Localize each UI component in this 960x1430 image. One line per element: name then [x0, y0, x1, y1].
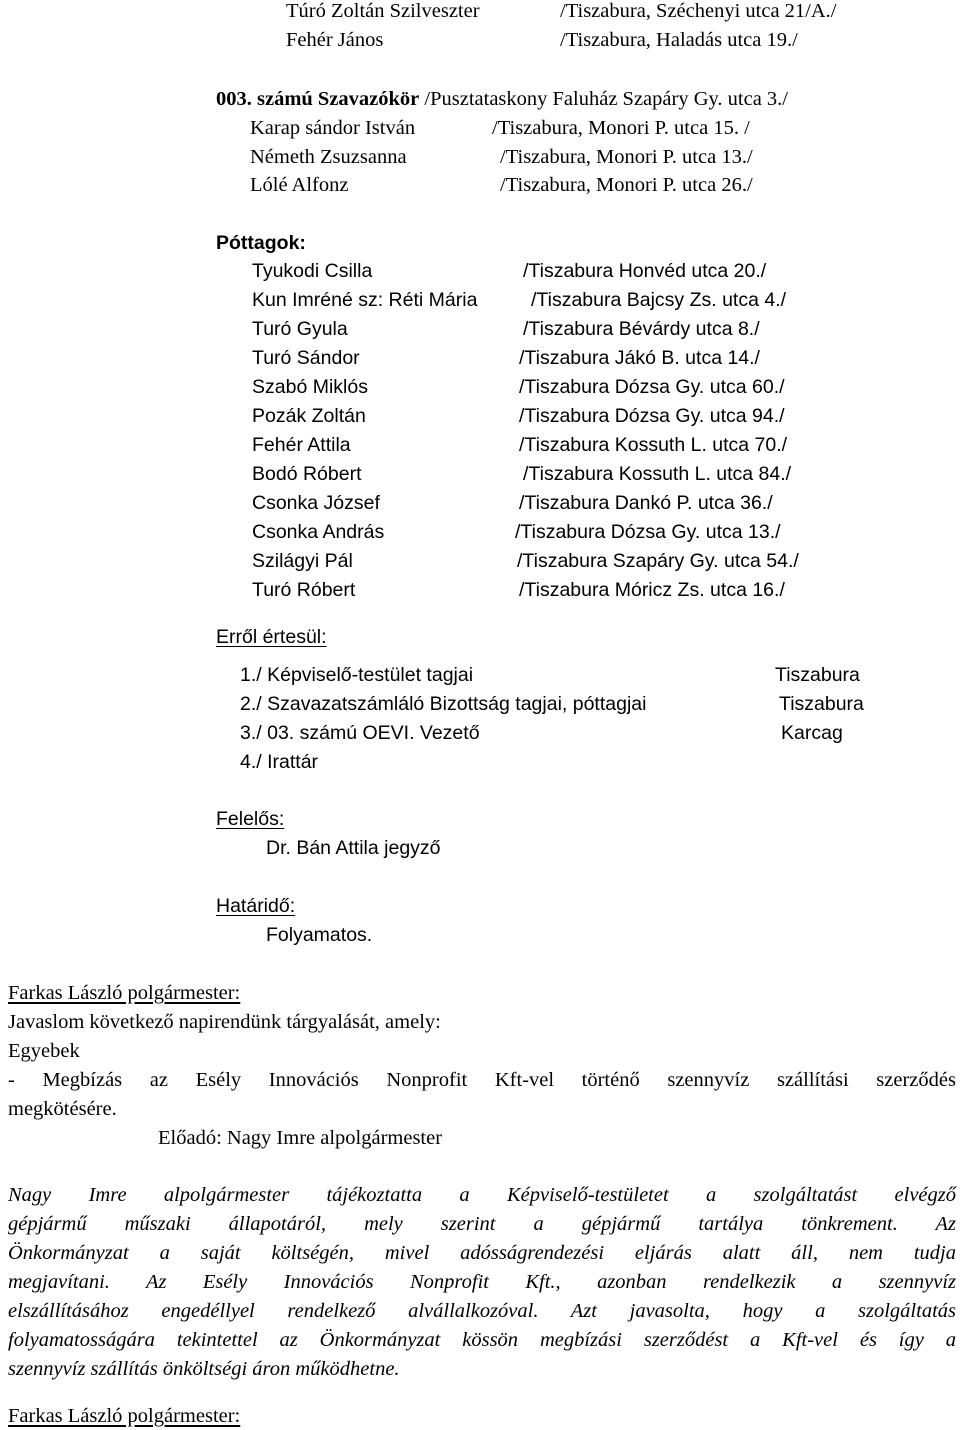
speaker-label: Farkas László polgármester: [8, 982, 241, 1004]
report-line: elszállításához engedéllyel rendelkező alvállalkozóval. Azt javasolta, hogy a szolgáltatás [8, 1300, 956, 1322]
alternate-name: Pozák Zoltán [252, 405, 366, 427]
report-line: szennyvíz szállítás önköltségi áron működhetne. [8, 1358, 400, 1380]
member-name: Németh Zsuzsanna [250, 146, 407, 168]
member-name: Túró Zoltán Szilveszter [286, 0, 480, 22]
responsible-heading: Felelős: [216, 808, 285, 830]
alternate-name: Kun Imréné sz: Réti Mária [252, 289, 478, 311]
agenda-item-continued: megkötésére. [8, 1098, 117, 1120]
notify-heading: Erről értesül: [216, 626, 327, 648]
member-address: /Tiszabura, Monori P. utca 15. / [492, 117, 750, 139]
notify-item: 2./ Szavazatszámláló Bizottság tagjai, póttagjai [240, 693, 647, 715]
notify-item: 4./ Irattár [240, 751, 319, 773]
deadline-value: Folyamatos. [266, 924, 373, 946]
deadline-heading: Határidő: [216, 895, 296, 917]
responsible-value: Dr. Bán Attila jegyző [266, 837, 441, 859]
report-line: Önkormányzat a saját költségén, mivel adósságrendezési eljárás alatt áll, nem tudja [8, 1242, 956, 1264]
alternates-heading: Póttagok: [216, 232, 306, 254]
member-address: /Tiszabura, Széchenyi utca 21/A./ [560, 0, 837, 22]
alternate-name: Szabó Miklós [252, 376, 368, 398]
alternate-name: Csonka András [252, 521, 385, 543]
district-title: számú Szavazókör [257, 88, 420, 110]
district-number: 003. [216, 88, 252, 110]
alternate-name: Turó Sándor [252, 347, 360, 369]
member-address: /Tiszabura, Monori P. utca 26./ [500, 174, 753, 196]
alternate-address: /Tiszabura Kossuth L. utca 84./ [523, 463, 792, 485]
alternate-name: Fehér Attila [252, 434, 351, 456]
alternate-address: /Tiszabura Honvéd utca 20./ [523, 260, 767, 282]
alternate-address: /Tiszabura Szapáry Gy. utca 54./ [517, 550, 799, 572]
report-line: Nagy Imre alpolgármester tájékoztatta a Képviselő-testületet a szolgáltatást elvégző [8, 1184, 956, 1206]
notify-item: 3./ 03. számú OEVI. Vezető [240, 722, 480, 744]
alternate-name: Bodó Róbert [252, 463, 362, 485]
presenter-line: Előadó: Nagy Imre alpolgármester [158, 1127, 443, 1149]
member-name: Lólé Alfonz [250, 174, 349, 196]
alternate-address: /Tiszabura Dózsa Gy. utca 94./ [519, 405, 785, 427]
member-name: Fehér János [286, 29, 384, 51]
alternate-address: /Tiszabura Jákó B. utca 14./ [519, 347, 760, 369]
alternate-name: Szilágyi Pál [252, 550, 353, 572]
member-address: /Tiszabura, Haladás utca 19./ [560, 29, 798, 51]
proposal-text: Javaslom következő napirendünk tárgyalását, amely: [8, 1011, 441, 1033]
alternate-address: /Tiszabura Kossuth L. utca 70./ [519, 434, 788, 456]
notify-place: Tiszabura [775, 664, 860, 686]
alternate-name: Turó Róbert [252, 579, 356, 601]
district-location: /Pusztataskony Faluház Szapáry Gy. utca 3./ [424, 88, 789, 110]
agenda-item: - Megbízás az Esély Innovációs Nonprofit Kft-vel történő szennyvíz szállítási szerződés [8, 1069, 956, 1091]
member-name: Karap sándor István [250, 117, 416, 139]
alternate-address: /Tiszabura Móricz Zs. utca 16./ [519, 579, 785, 601]
report-line: folyamatosságára tekintettel az Önkormányzat kössön megbízási szerződést a Kft-vel és így a [8, 1329, 956, 1351]
alternate-address: /Tiszabura Bajcsy Zs. utca 4./ [531, 289, 787, 311]
report-line: megjavítani. Az Esély Innovációs Nonprofit Kft., azonban rendelkezik a szennyvíz [8, 1271, 956, 1293]
report-line: gépjármű műszaki állapotáról, mely szerint a gépjármű tartálya tönkrement. Az [8, 1213, 956, 1235]
alternate-name: Turó Gyula [252, 318, 348, 340]
notify-place: Tiszabura [779, 693, 864, 715]
alternate-address: /Tiszabura Bévárdy utca 8./ [523, 318, 760, 340]
alternate-address: /Tiszabura Dózsa Gy. utca 13./ [515, 521, 781, 543]
notify-place: Karcag [781, 722, 843, 744]
member-address: /Tiszabura, Monori P. utca 13./ [500, 146, 753, 168]
speaker-label: Farkas László polgármester: [8, 1405, 241, 1427]
agenda-heading: Egyebek [8, 1040, 80, 1062]
alternate-name: Csonka József [252, 492, 380, 514]
alternate-name: Tyukodi Csilla [252, 260, 373, 282]
district-heading [216, 86, 788, 112]
alternate-address: /Tiszabura Dankó P. utca 36./ [519, 492, 773, 514]
alternate-address: /Tiszabura Dózsa Gy. utca 60./ [519, 376, 785, 398]
notify-item: 1./ Képviselő-testület tagjai [240, 664, 474, 686]
